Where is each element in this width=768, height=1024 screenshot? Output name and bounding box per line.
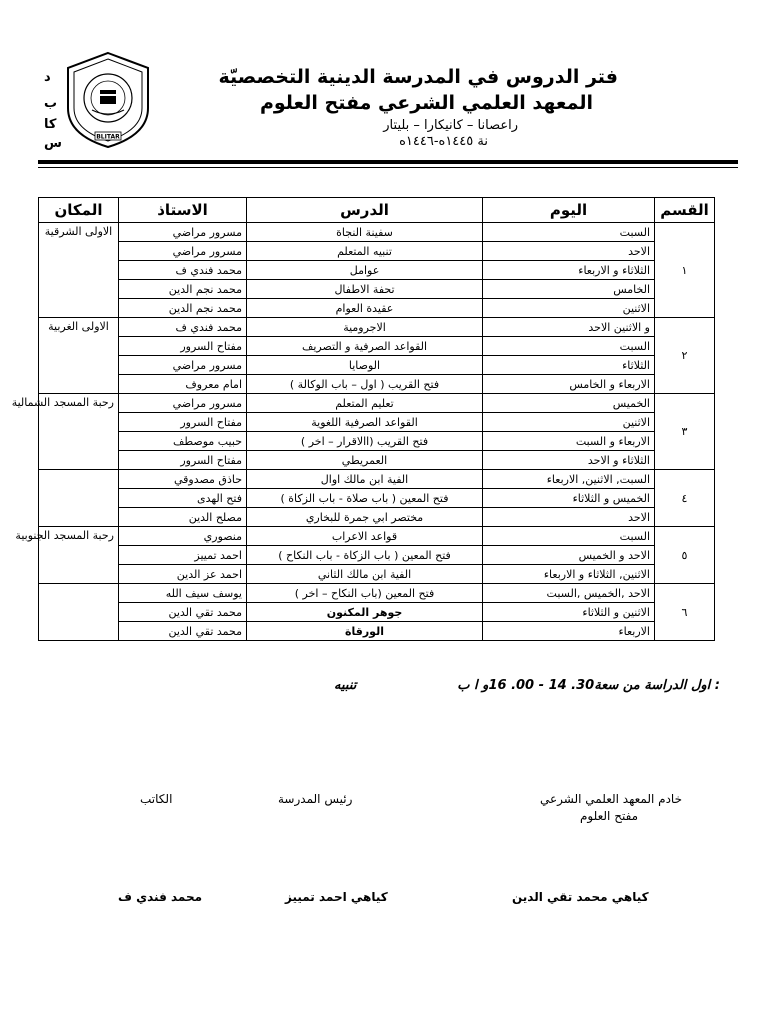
day-cell: الاثنين [483, 413, 655, 432]
teacher-cell: مفتاح السرور [119, 413, 247, 432]
lesson-cell: تعليم المتعلم [247, 394, 483, 413]
schedule-note: : اول الدراسة من سعة30. 14 - 00. 16و ا ب [457, 678, 720, 693]
signature-role-khadim: خادم المعهد العلمي الشرعي [540, 792, 683, 806]
table-row [39, 451, 715, 470]
table-row [39, 470, 715, 489]
section-number: ٤ [655, 470, 715, 527]
day-cell: الاثنين و الثلاثاء [483, 603, 655, 622]
lesson-cell: الورقاة [247, 622, 483, 641]
table-row [39, 565, 715, 584]
table-row [39, 280, 715, 299]
schedule-table [11, 197, 715, 641]
teacher-cell: يوسف سيف الله [119, 584, 247, 603]
section-number: ٦ [655, 584, 715, 641]
teacher-cell: مفتاح السرور [119, 337, 247, 356]
table-row [39, 299, 715, 318]
lesson-cell: العمريطي [247, 451, 483, 470]
lesson-cell: فتح القريب ( اول – باب الوكالة ) [247, 375, 483, 394]
lesson-cell: الوصايا [247, 356, 483, 375]
lesson-cell: الفية ابن مالك الثاني [247, 565, 483, 584]
table-row [39, 261, 715, 280]
table-row [39, 546, 715, 565]
signature-name-secretary: محمد فندي ف [118, 890, 203, 904]
section-number: ٢ [655, 318, 715, 394]
signature-role-head: رئيس المدرسة [278, 792, 353, 806]
section-number: ٣ [655, 394, 715, 470]
column-header-place: المكان [39, 198, 119, 223]
teacher-cell: امام معروف [119, 375, 247, 394]
table-row [39, 622, 715, 641]
table-row [39, 223, 715, 242]
lesson-cell: القواعد الصرفية و التصريف [247, 337, 483, 356]
day-cell: الاحد [483, 242, 655, 261]
table-row [39, 375, 715, 394]
day-cell: الاثنين, الثلاثاء و الاربعاء [483, 565, 655, 584]
lesson-cell: عقيدة العوام [247, 299, 483, 318]
day-cell: الاربعاء و السبت [483, 432, 655, 451]
table-row [39, 318, 715, 337]
teacher-cell: مسرور مراضي [119, 394, 247, 413]
edge-letter: كا [44, 117, 57, 132]
teacher-cell: مصلح الدين [119, 508, 247, 527]
lesson-cell: فتح المعين ( باب الزكاة - باب النكاح ) [247, 546, 483, 565]
academic-year: نة ١٤٤٥ه-١٤٤٦ه [399, 134, 488, 149]
place-cell: الاولى الغربية [39, 318, 119, 394]
lesson-cell: الفية ابن مالك اوال [247, 470, 483, 489]
edge-letter: س [44, 136, 62, 151]
day-cell: السبت [483, 527, 655, 546]
logo-caption: BLITAR [96, 133, 120, 141]
day-cell: الثلاثاء [483, 356, 655, 375]
day-cell: و الاثنين الاحد [483, 318, 655, 337]
lesson-cell: فتح المعين ( باب صلاة - باب الزكاة ) [247, 489, 483, 508]
table-row [39, 356, 715, 375]
table-row [39, 489, 715, 508]
table-row [39, 508, 715, 527]
day-cell: الخامس [483, 280, 655, 299]
note-label: تنبيه [334, 678, 357, 693]
lesson-cell: تحفة الاطفال [247, 280, 483, 299]
lesson-cell: سفينة النجاة [247, 223, 483, 242]
day-cell: السبت, الاثنين, الاربعاء [483, 470, 655, 489]
day-cell: الاربعاء و الخامس [483, 375, 655, 394]
signature-name-khadim: كياهي محمد تقي الدين [512, 890, 649, 904]
address: راعصانا – كانيكارا – بليتار [383, 118, 518, 133]
lesson-cell: عوامل [247, 261, 483, 280]
table-row [39, 527, 715, 546]
teacher-cell: مسرور مراضي [119, 223, 247, 242]
table-row [39, 242, 715, 261]
teacher-cell: فتح الهدى [119, 489, 247, 508]
lesson-cell: تنبيه المتعلم [247, 242, 483, 261]
table-row [39, 394, 715, 413]
lesson-cell: الاجرومية [247, 318, 483, 337]
teacher-cell: مسرور مراضي [119, 356, 247, 375]
day-cell: الاحد و الخميس [483, 546, 655, 565]
teacher-cell: محمد نجم الدين [119, 299, 247, 318]
signature-name-head: كياهي احمد تمييز [285, 890, 388, 904]
title-line-2: المعهد العلمي الشرعي مفتح العلوم [259, 92, 593, 114]
section-number: ٥ [655, 527, 715, 584]
edge-letter: د [44, 70, 51, 85]
header-divider [38, 160, 738, 164]
day-cell: الاربعاء [483, 622, 655, 641]
teacher-cell: مفتاح السرور [119, 451, 247, 470]
place-cell: الاولى الشرقية [39, 223, 119, 318]
teacher-cell: محمد فندي ف [119, 318, 247, 337]
edge-letter: ب [44, 96, 58, 111]
column-header-teacher: الاستاذ [119, 198, 247, 223]
column-header-lesson: الدرس [247, 198, 483, 223]
teacher-cell: احمد عز الدين [119, 565, 247, 584]
day-cell: الاحد [483, 508, 655, 527]
teacher-cell: محمد فندي ف [119, 261, 247, 280]
place-cell: رحبة المسجد الجنوبية [39, 527, 119, 584]
section-number: ١ [655, 223, 715, 318]
school-crest-icon [62, 50, 154, 150]
teacher-cell: محمد تقي الدين [119, 603, 247, 622]
table-header-row [39, 198, 715, 223]
day-cell: الخميس و الثلاثاء [483, 489, 655, 508]
day-cell: السبت [483, 223, 655, 242]
teacher-cell: احمد تمييز [119, 546, 247, 565]
column-header-day: اليوم [483, 198, 655, 223]
day-cell: الاحد ,الخميس ,السبت [483, 584, 655, 603]
table-row [39, 584, 715, 603]
table-row [39, 337, 715, 356]
schedule-body [11, 223, 715, 641]
day-cell: السبت [483, 337, 655, 356]
teacher-cell: محمد نجم الدين [119, 280, 247, 299]
teacher-cell: حبيب موصطف [119, 432, 247, 451]
day-cell: الخميس [483, 394, 655, 413]
place-cell [39, 470, 119, 527]
day-cell: الاثنين [483, 299, 655, 318]
table-row [39, 432, 715, 451]
document-header [0, 0, 768, 170]
teacher-cell: محمد تقي الدين [119, 622, 247, 641]
lesson-cell: فتح القريب (االاقرار – اخر ) [247, 432, 483, 451]
signature-role-secretary: الكاتب [140, 792, 173, 806]
lesson-cell: مختصر ابي جمرة للبخاري [247, 508, 483, 527]
teacher-cell: حاذق مصدوقي [119, 470, 247, 489]
place-cell [39, 584, 119, 641]
teacher-cell: مسرور مراضي [119, 242, 247, 261]
signature-role-khadim-line2: مفتح العلوم [580, 809, 639, 823]
table-row [39, 603, 715, 622]
table-row [39, 413, 715, 432]
day-cell: الثلاثاء و الاحد [483, 451, 655, 470]
lesson-cell: فتح المعين (باب النكاح – اخر ) [247, 584, 483, 603]
header-divider-thin [38, 167, 738, 168]
place-cell: رحبة المسجد الشمالية [39, 394, 119, 470]
day-cell: الثلاثاء و الاربعاء [483, 261, 655, 280]
lesson-cell: جوهر المكنون [247, 603, 483, 622]
teacher-cell: منصوري [119, 527, 247, 546]
lesson-cell: قواعد الاعراب [247, 527, 483, 546]
column-header-section: القسم [655, 198, 715, 223]
lesson-cell: القواعد الصرفية اللغوية [247, 413, 483, 432]
title-line-1: فتر الدروس في المدرسة الدينية التخصصيّة [218, 66, 618, 88]
